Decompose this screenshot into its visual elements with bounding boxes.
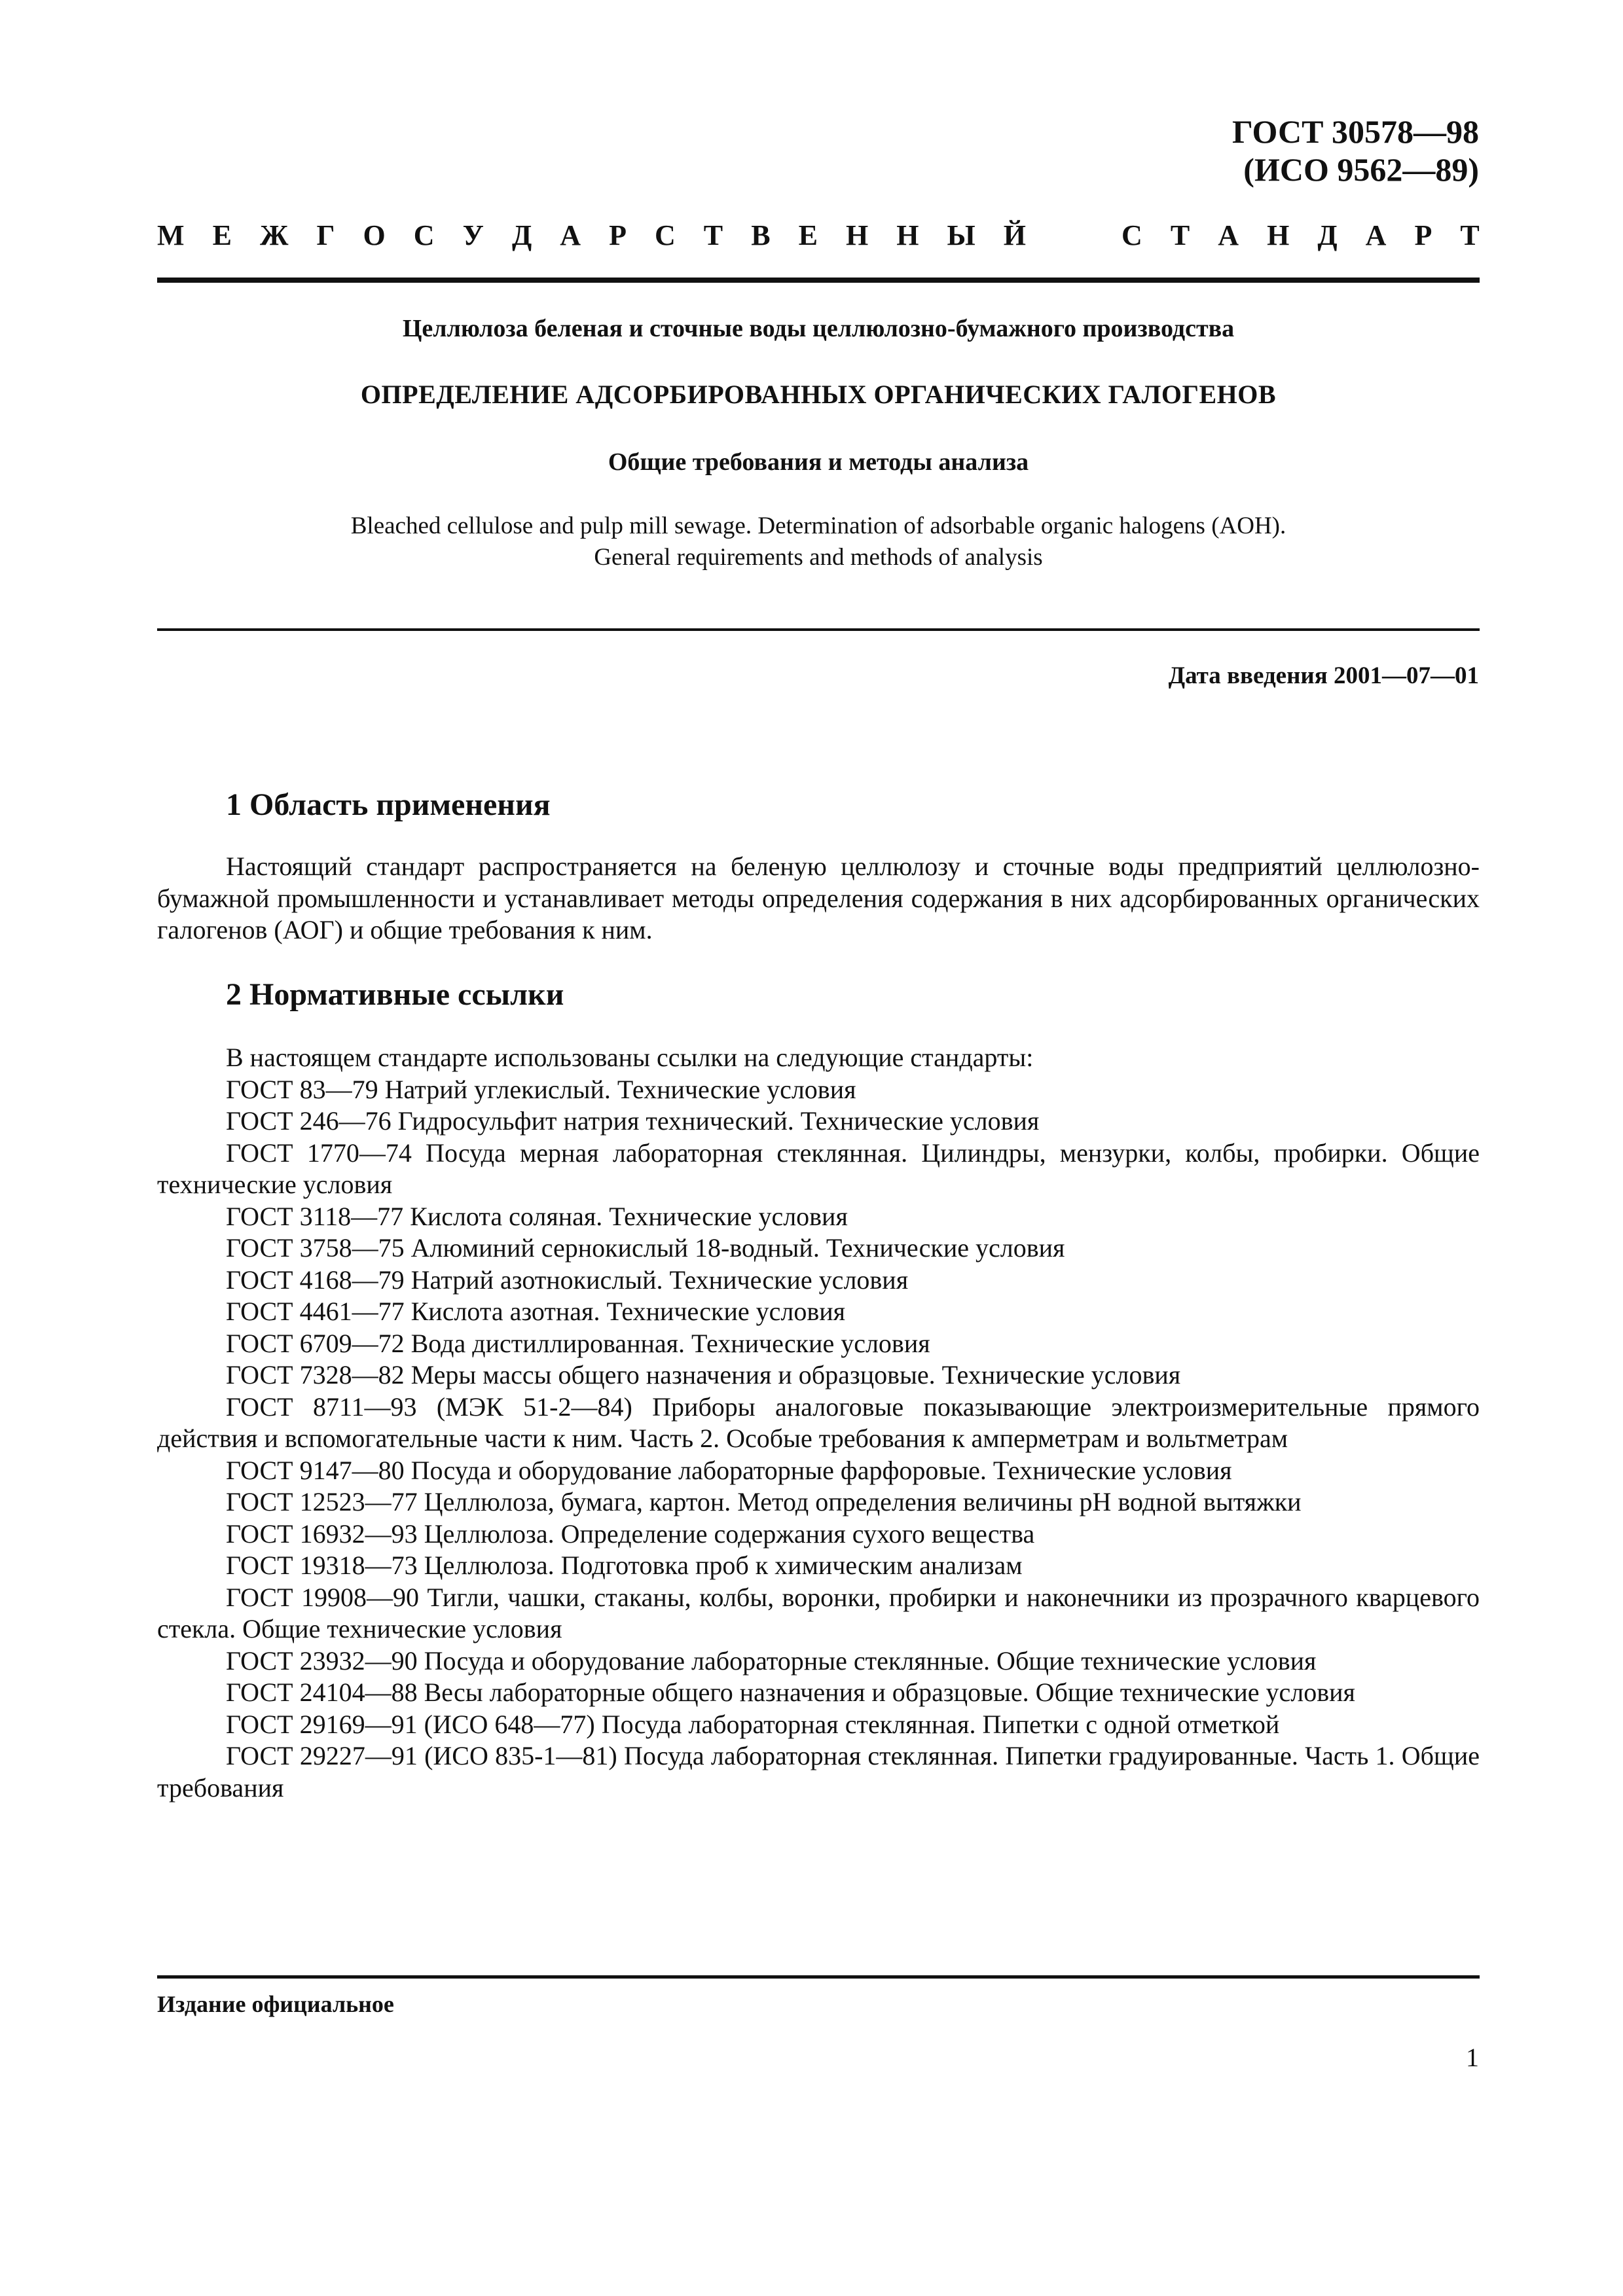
banner-letter: С: [654, 219, 676, 251]
banner-letter: Ж: [259, 219, 289, 251]
reference-item: ГОСТ 7328—82 Меры массы общего назначения и образцовые. Технические условия: [226, 1360, 1181, 1390]
banner-letter: Т: [1460, 219, 1480, 251]
reference-item: ГОСТ 6709—72 Вода дистиллированная. Технические условия: [226, 1328, 930, 1358]
banner-letter: Н: [845, 219, 869, 251]
title-english-line2: General requirements and methods of analysis: [594, 544, 1043, 571]
title-main: ОПРЕДЕЛЕНИЕ АДСОРБИРОВАННЫХ ОРГАНИЧЕСКИХ ГАЛОГЕНОВ: [360, 380, 1277, 409]
reference-item: ГОСТ 19908—90 Тигли, чашки, стаканы, колбы, воронки, пробирки и наконечники из прозрачного кварцевого стекла. Общие технические условия: [157, 1582, 1480, 1643]
banner-letter: Й: [1003, 219, 1026, 251]
section2-body: [157, 1042, 1480, 1804]
banner-letter: Ы: [947, 219, 976, 251]
section1-body: [157, 851, 1480, 946]
reference-item: ГОСТ 4168—79 Натрий азотнокислый. Технические условия: [226, 1265, 909, 1295]
reference-item: ГОСТ 4461—77 Кислота азотная. Технические условия: [226, 1297, 846, 1326]
section1-paragraph: Настоящий стандарт распространяется на беленую целлюлозу и сточные воды предприятий целлюлозно-бумажной промышленности и устанавливает методы определения содержания в них адсорбированных органических галогенов (АОГ) и общие требования к ним.: [157, 852, 1480, 944]
banner-letter: А: [1218, 219, 1239, 251]
reference-item: ГОСТ 3118—77 Кислота соляная. Технические условия: [226, 1201, 848, 1231]
title-english: [157, 511, 1480, 573]
reference-item: ГОСТ 246—76 Гидросульфит натрия технический. Технические условия: [226, 1106, 1040, 1136]
reference-item: ГОСТ 3758—75 Алюминий сернокислый 18-водный. Технические условия: [226, 1233, 1065, 1263]
banner-letter: Е: [798, 219, 818, 251]
banner-letter: Н: [896, 219, 919, 251]
document-code: [1232, 113, 1479, 188]
banner-letter: А: [1365, 219, 1387, 251]
references-list: [157, 1074, 1480, 1804]
title-subtitle: Общие требования и методы анализа: [608, 448, 1029, 476]
banner-letter: Д: [511, 219, 532, 251]
banner-letter: Р: [609, 219, 627, 251]
banner-letter: С: [413, 219, 435, 251]
banner-letter: Е: [212, 219, 232, 251]
banner-letter: Р: [1414, 219, 1432, 251]
interstate-standard-banner: [157, 219, 1480, 252]
banner-letter: С: [1122, 219, 1142, 251]
banner-letter: Т: [1170, 219, 1190, 251]
section2-intro: В настоящем стандарте использованы ссылки на следующие стандарты:: [226, 1043, 1034, 1072]
reference-item: ГОСТ 9147—80 Посуда и оборудование лабораторные фарфоровые. Технические условия: [226, 1455, 1232, 1485]
banner-letter: М: [157, 219, 185, 251]
reference-item: ГОСТ 1770—74 Посуда мерная лабораторная стеклянная. Цилиндры, мензурки, колбы, пробирки. Общие технические условия: [157, 1138, 1480, 1199]
section1-heading: 1 Область применения: [226, 787, 551, 822]
banner-letter: Д: [1317, 219, 1338, 251]
title-rule: [157, 628, 1480, 631]
reference-item: ГОСТ 12523—77 Целлюлоза, бумага, картон. Метод определения величины pH водной вытяжки: [226, 1487, 1302, 1516]
title-english-line1: Bleached cellulose and pulp mill sewage. Determination of adsorbable organic halogens (AOH).: [350, 512, 1286, 539]
banner-letter: Н: [1267, 219, 1290, 251]
reference-item: ГОСТ 23932—90 Посуда и оборудование лабораторные стеклянные. Общие технические условия: [226, 1645, 1317, 1676]
banner-letter: У: [462, 219, 484, 251]
reference-item: ГОСТ 83—79 Натрий углекислый. Технические условия: [226, 1074, 856, 1104]
banner-letter: Т: [703, 219, 723, 251]
edition-label: Издание официальное: [157, 1991, 394, 2017]
banner-letter: Г: [316, 219, 335, 251]
reference-item: ГОСТ 29227—91 (ИСО 835-1—81) Посуда лабораторная стеклянная. Пипетки градуированные. Часть 1. Общие требования: [157, 1741, 1480, 1803]
footer-rule: [157, 1975, 1480, 1979]
reference-item: ГОСТ 29169—91 (ИСО 648—77) Посуда лабораторная стеклянная. Пипетки с одной отметкой: [226, 1709, 1280, 1739]
reference-item: ГОСТ 24104—88 Весы лабораторные общего назначения и образцовые. Общие технические условия: [226, 1677, 1355, 1707]
title-subject: Целлюлоза беленая и сточные воды целлюлозно-бумажного производства: [402, 315, 1235, 342]
reference-item: ГОСТ 16932—93 Целлюлоза. Определение содержания сухого вещества: [226, 1518, 1035, 1549]
banner-word-gap: [1054, 219, 1093, 252]
reference-item: ГОСТ 19318—73 Целлюлоза. Подготовка проб к химическим анализам: [226, 1551, 1023, 1580]
iso-code: (ИСО 9562—89): [1243, 151, 1479, 188]
introduction-date: Дата введения 2001—07—01: [1168, 662, 1479, 689]
banner-letter: В: [751, 219, 771, 251]
header-rule: [157, 278, 1480, 283]
banner-letter: А: [560, 219, 581, 251]
page-number: 1: [1466, 2043, 1479, 2072]
gost-code: ГОСТ 30578—98: [1231, 113, 1479, 150]
section2-heading: 2 Нормативные ссылки: [226, 977, 564, 1012]
reference-item: ГОСТ 8711—93 (МЭК 51-2—84) Приборы аналоговые показывающие электроизмерительные прямого действия и вспомогательные части к ним. Часть 2. Особые требования к амперметрам и вольтметрам: [157, 1391, 1480, 1453]
banner-letter: О: [363, 219, 386, 251]
